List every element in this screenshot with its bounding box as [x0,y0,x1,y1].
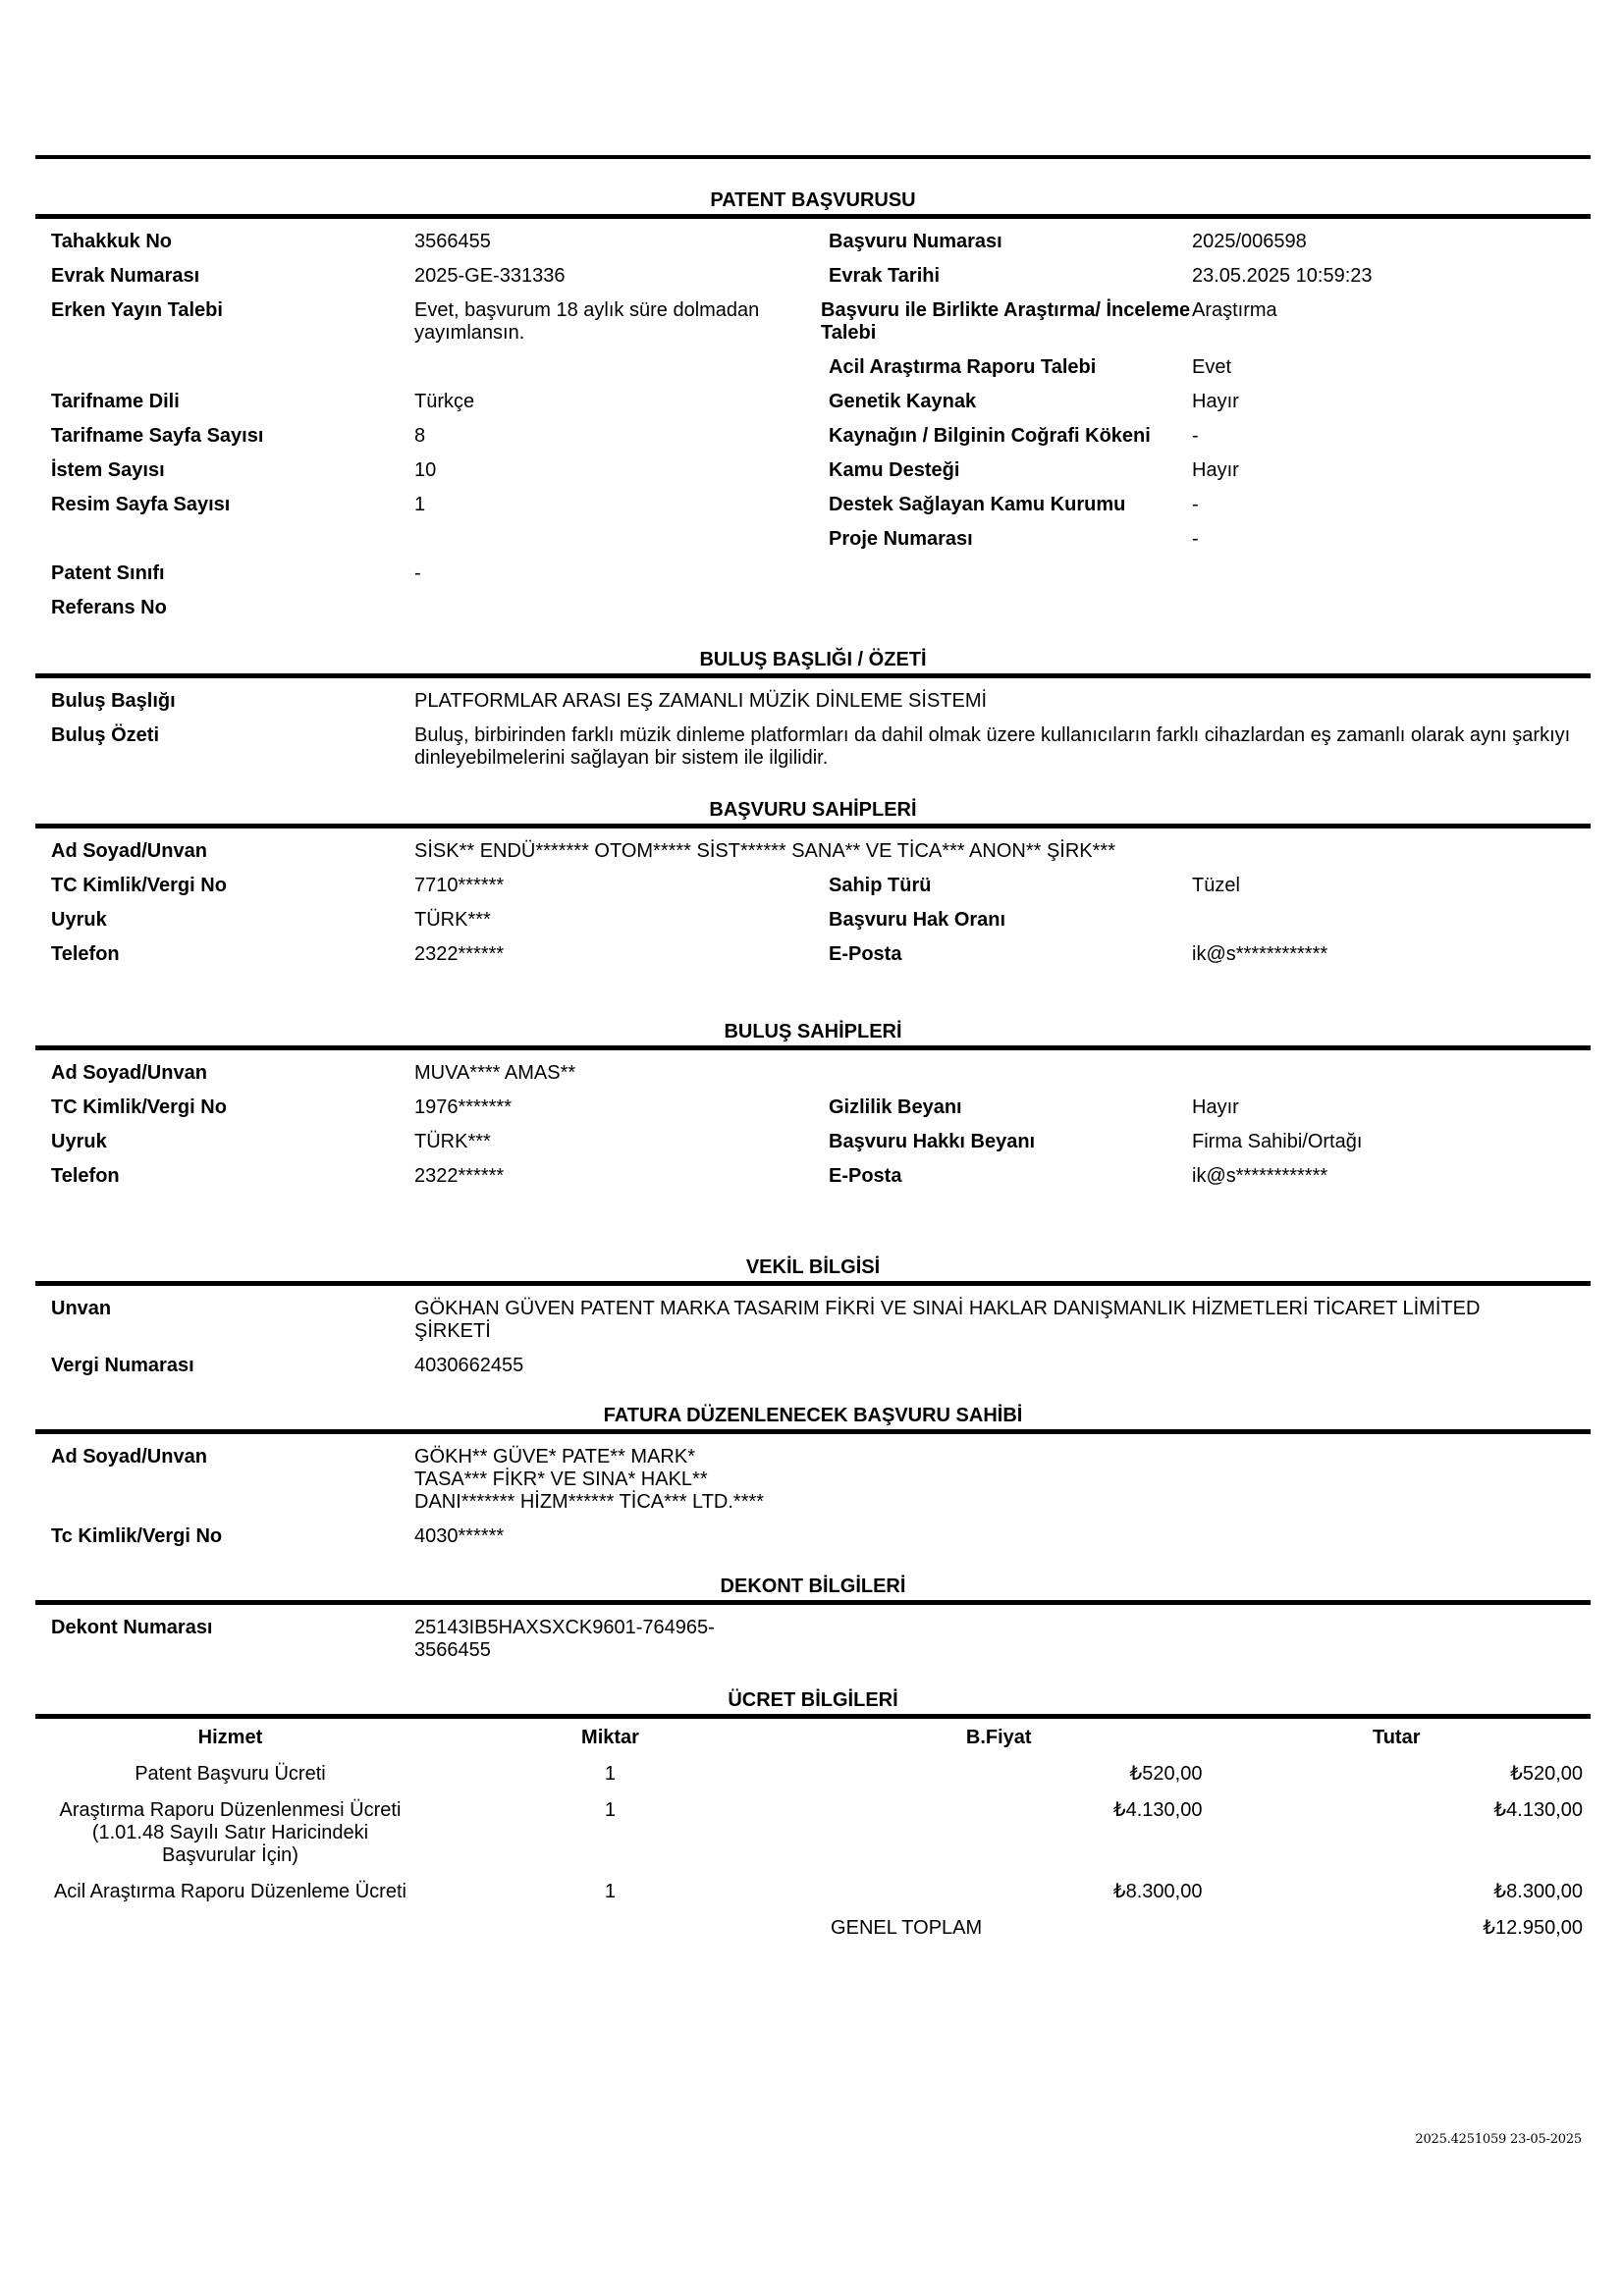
applicants-grid [35,834,1591,972]
top-rule [35,155,1591,159]
label-istem-sayisi: İstem Sayısı [51,459,165,481]
value-applicant-hak-orani [1192,903,1591,937]
document-page [35,155,1591,1946]
value-applicant-tc-vergi: 7710****** [414,875,505,896]
fee-total-row [35,1909,1591,1946]
label-dekont-no: Dekont Numarası [51,1617,213,1638]
value-arastirma-inceleme: Araştırma [1192,299,1277,321]
section-title-invention: BULUŞ BAŞLIĞI / ÖZETİ [699,649,927,670]
value-billing-name: GÖKH** GÜVE* PATE** MARK* TASA*** FİKR* VE SINA* HAKL** DANI******* HİZM****** TİCA*** LTD.**** [414,1446,765,1513]
label-genetik-kaynak: Genetik Kaynak [829,391,977,412]
label-applicant-hak-orani: Başvuru Hak Oranı [829,909,1006,931]
value-applicant-uyruk: TÜRK*** [414,909,491,931]
value-tahakkuk-no: 3566455 [414,231,491,252]
label-destek-kurum: Destek Sağlayan Kamu Kurumu [829,494,1126,515]
value-attorney-unvan: GÖKHAN GÜVEN PATENT MARKA TASARIM FİKRİ VE SINAİ HAKLAR DANIŞMANLIK HİZMETLERİ TİCARET LİMİTED ŞİRKETİ [414,1298,1481,1342]
label-applicant-uyruk: Uyruk [51,909,107,931]
total-value: ₺12.950,00 [1483,1917,1583,1939]
billing-grid [35,1440,1591,1554]
section-title-attorney: VEKİL BİLGİSİ [745,1256,881,1278]
section-title-billing: FATURA DÜZENLENECEK BAŞVURU SAHİBİ [603,1405,1023,1426]
fee-unit-price: ₺520,00 [1129,1763,1203,1785]
section-divider [35,1600,1591,1605]
label-arastirma-inceleme: Başvuru ile Birlikte Araştırma/ İnceleme Talebi [821,299,1191,344]
value-proje-numarasi: - [1192,528,1199,550]
section-title-inventors: BULUŞ SAHİPLERİ [724,1021,902,1042]
label-resim-sayfa: Resim Sayfa Sayısı [51,494,231,515]
inventors-grid [35,1056,1591,1194]
patent-application-grid [35,225,1591,625]
label-applicant-telefon: Telefon [51,943,120,965]
value-applicant-telefon: 2322****** [414,943,505,965]
label-inventor-tc-vergi: TC Kimlik/Vergi No [51,1096,227,1118]
value-inventor-tc-vergi: 1976******* [414,1096,512,1118]
label-inventor-gizlilik: Gizlilik Beyanı [829,1096,962,1118]
value-inventor-hak-beyani: Firma Sahibi/Ortağı [1192,1131,1363,1152]
empty-cell [1192,591,1591,625]
value-tarifname-sayfa: 8 [414,425,426,447]
label-erken-yayin: Erken Yayın Talebi [51,299,223,321]
fee-amount: ₺8.300,00 [1493,1881,1583,1902]
label-patent-sinifi: Patent Sınıfı [51,562,165,584]
label-tarifname-sayfa: Tarifname Sayfa Sayısı [51,425,264,447]
fee-service: Patent Başvuru Ücreti [135,1763,326,1785]
fee-row [35,1791,1591,1873]
fee-service: Acil Araştırma Raporu Düzenleme Ücreti [53,1881,406,1902]
label-bulus-basligi: Buluş Başlığı [51,690,176,712]
value-patent-sinifi: - [414,562,421,584]
section-divider [35,1429,1591,1434]
value-destek-kurum: - [1192,494,1199,515]
label-bulus-ozeti: Buluş Özeti [51,724,160,746]
empty-cell [35,350,414,385]
section-title-applicants: BAŞVURU SAHİPLERİ [709,799,917,821]
label-inventor-hak-beyani: Başvuru Hakkı Beyanı [829,1131,1036,1152]
value-inventor-telefon: 2322****** [414,1165,505,1187]
footer-stamp: 2025.4251059 23-05-2025 [1415,2132,1582,2147]
fee-table [35,1719,1591,1946]
value-bulus-ozeti: Buluş, birbirinden farklı müzik dinleme platformları da dahil olmak üzere kullanıcıların farklı cihazlardan eş zamanlı olarak aynı şarkıyı dinleyebilmelerini sağlayan bir sistem ile ilgilidir. [414,724,1571,769]
label-applicant-eposta: E-Posta [829,943,902,965]
value-resim-sayfa: 1 [414,494,426,515]
fee-qty: 1 [604,1881,617,1902]
value-bulus-basligi: PLATFORMLAR ARASI EŞ ZAMANLI MÜZİK DİNLEME SİSTEMİ [414,690,988,712]
value-billing-tc-vergi: 4030****** [414,1525,505,1547]
invention-grid [35,684,1591,775]
header-miktar: Miktar [581,1727,639,1748]
label-referans-no: Referans No [51,597,167,618]
header-hizmet: Hizmet [197,1727,263,1748]
empty-cell [414,522,813,557]
label-inventor-name: Ad Soyad/Unvan [51,1062,207,1084]
fee-service: Araştırma Raporu Düzenlenmesi Ücreti (1.01.48 Sayılı Satır Haricindeki Başvurular İçin) [59,1799,402,1866]
label-billing-tc-vergi: Tc Kimlik/Vergi No [51,1525,223,1547]
fee-amount: ₺520,00 [1510,1763,1583,1785]
fee-unit-price: ₺4.130,00 [1112,1799,1203,1821]
value-inventor-uyruk: TÜRK*** [414,1131,491,1152]
value-applicant-eposta: ik@s************ [1192,943,1328,965]
value-dekont-no: 25143IB5HAXSXCK9601-764965- 3566455 [414,1617,715,1661]
section-divider [35,1281,1591,1286]
label-evrak-numarasi: Evrak Numarası [51,265,200,287]
value-applicant-name: SİSK** ENDÜ******* OTOM***** SİST****** SANA** VE TİCA*** ANON** ŞİRK*** [414,840,1115,862]
value-cografi-koken: - [1192,425,1199,447]
empty-cell [35,1909,425,1946]
fee-qty: 1 [604,1799,617,1821]
value-applicant-sahip-turu: Tüzel [1192,875,1240,896]
value-inventor-name: MUVA**** AMAS** [414,1062,576,1084]
label-inventor-uyruk: Uyruk [51,1131,107,1152]
empty-cell [414,350,813,385]
label-attorney-vergi: Vergi Numarası [51,1355,194,1376]
value-kamu-destegi: Hayır [1192,459,1239,481]
empty-cell [425,1909,795,1946]
value-tarifname-dili: Türkçe [414,391,475,412]
label-kamu-destegi: Kamu Desteği [829,459,960,481]
section-title-receipt: DEKONT BİLGİLERİ [720,1575,906,1597]
fee-table-header [35,1719,1591,1755]
label-basvuru-numarasi: Başvuru Numarası [829,231,1002,252]
value-genetik-kaynak: Hayır [1192,391,1239,412]
section-divider [35,1045,1591,1050]
label-acil-arastirma: Acil Araştırma Raporu Talebi [829,356,1097,378]
empty-cell [813,557,1192,591]
label-inventor-telefon: Telefon [51,1165,120,1187]
header-birim-fiyat: B.Fiyat [965,1727,1032,1748]
section-divider [35,214,1591,219]
value-acil-arastirma: Evet [1192,356,1232,378]
value-istem-sayisi: 10 [414,459,437,481]
section-title-fees: ÜCRET BİLGİLERİ [728,1689,898,1711]
value-referans-no [414,591,813,625]
attorney-grid [35,1292,1591,1383]
value-inventor-gizlilik: Hayır [1192,1096,1239,1118]
header-tutar: Tutar [1372,1727,1421,1748]
label-attorney-unvan: Unvan [51,1298,112,1319]
total-label: GENEL TOPLAM [831,1917,983,1939]
value-erken-yayin: Evet, başvurum 18 aylık süre dolmadan yayımlansın. [414,299,760,344]
empty-cell [813,591,1192,625]
label-proje-numarasi: Proje Numarası [829,528,973,550]
section-title-patent-application: PATENT BAŞVURUSU [710,189,916,211]
label-inventor-eposta: E-Posta [829,1165,902,1187]
section-divider [35,824,1591,828]
label-tahakkuk-no: Tahakkuk No [51,231,172,252]
fee-amount: ₺4.130,00 [1493,1799,1583,1821]
value-basvuru-numarasi: 2025/006598 [1192,231,1307,252]
label-tarifname-dili: Tarifname Dili [51,391,180,412]
section-divider [35,673,1591,678]
empty-cell [35,522,414,557]
empty-cell [1192,557,1591,591]
value-inventor-eposta: ik@s************ [1192,1165,1328,1187]
value-evrak-numarasi: 2025-GE-331336 [414,265,566,287]
label-evrak-tarihi: Evrak Tarihi [829,265,941,287]
label-billing-name: Ad Soyad/Unvan [51,1446,207,1468]
receipt-grid [35,1611,1591,1668]
fee-row [35,1873,1591,1909]
value-evrak-tarihi: 23.05.2025 10:59:23 [1192,265,1373,287]
fee-row [35,1755,1591,1791]
fee-unit-price: ₺8.300,00 [1112,1881,1203,1902]
label-applicant-sahip-turu: Sahip Türü [829,875,932,896]
label-applicant-name: Ad Soyad/Unvan [51,840,207,862]
value-attorney-vergi: 4030662455 [414,1355,524,1376]
label-applicant-tc-vergi: TC Kimlik/Vergi No [51,875,227,896]
label-cografi-koken: Kaynağın / Bilginin Coğrafi Kökeni [829,425,1151,447]
fee-qty: 1 [604,1763,617,1785]
